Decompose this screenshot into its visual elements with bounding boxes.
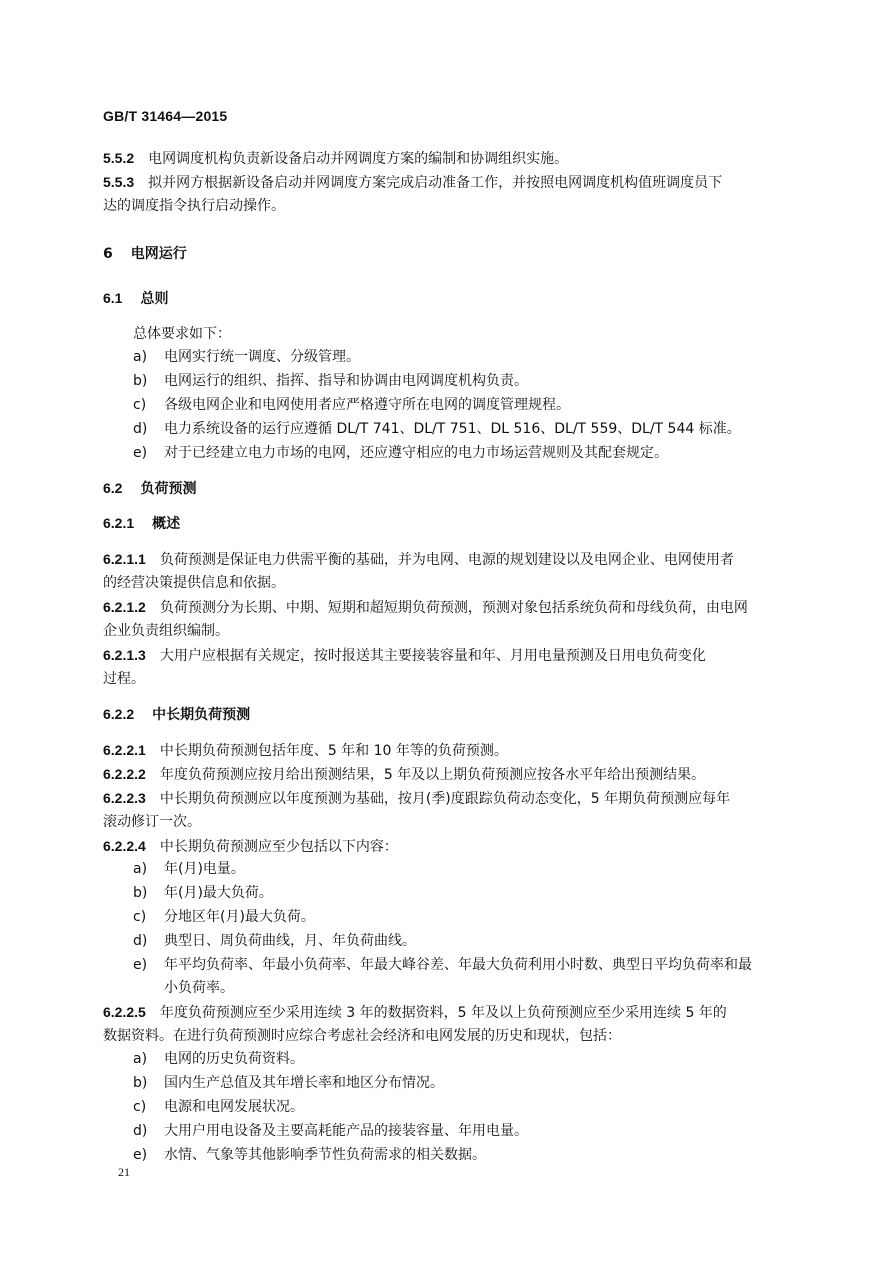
clause-continuation: 的经营决策提供信息和依据。: [103, 575, 285, 591]
list-label: c): [133, 909, 147, 925]
section-title: 总则: [140, 291, 169, 307]
list-label: d): [133, 933, 148, 949]
clause-6-2-2-1: [103, 740, 508, 761]
section-number: 6: [103, 246, 113, 262]
list-text: 年(月)电量。: [164, 861, 245, 877]
section-heading-6-2-1: [103, 513, 180, 534]
list-label: b): [133, 373, 148, 389]
clause-text: 中长期负荷预测应至少包括以下内容：: [159, 839, 398, 855]
clause-continuation: 滚动修订一次。: [103, 814, 201, 830]
list-label: b): [133, 1075, 148, 1091]
clause-5-5-3: [103, 172, 722, 193]
clause-5-5-2: [103, 148, 568, 169]
list-text: 各级电网企业和电网使用者应严格遵守所在电网的调度管理规程。: [164, 397, 570, 413]
list-item: [133, 1097, 304, 1117]
clause-6-2-2-3: [103, 788, 730, 809]
list-item: [133, 859, 245, 879]
list-label: d): [133, 1123, 148, 1139]
list-label: a): [133, 1051, 148, 1067]
section-heading-6-1: [103, 288, 168, 309]
clause-6-2-2-5: [103, 1002, 727, 1023]
list-item: [133, 907, 315, 927]
clause-number: 6.2.1.1: [103, 551, 146, 567]
clause-number: 5.5.2: [103, 150, 135, 166]
list-text: 典型日、周负荷曲线，月、年负荷曲线。: [164, 933, 416, 949]
clause-number: 6.2.2.2: [103, 766, 146, 782]
clause-continuation: 达的调度指令执行启动操作。: [103, 198, 285, 214]
clause-number: 6.2.2.4: [103, 838, 146, 854]
clause-continuation: 企业负责组织编制。: [103, 623, 229, 639]
list-item: [133, 1145, 486, 1165]
list-label: c): [133, 1099, 147, 1115]
standard-code: GB/T 31464—2015: [103, 108, 228, 124]
list-item: [133, 347, 360, 367]
clause-text: 中长期负荷预测应以年度预测为基础，按月(季)度跟踪负荷动态变化，5 年期负荷预测应每年: [159, 791, 731, 807]
list-label: a): [133, 861, 148, 877]
list-item: [133, 931, 416, 951]
list-text: 电网的历史负荷资料。: [164, 1051, 304, 1067]
clause-text: 中长期负荷预测包括年度、5 年和 10 年等的负荷预测。: [159, 743, 508, 759]
list-item: [133, 1121, 528, 1141]
list-label: a): [133, 349, 148, 365]
list-item: [133, 1073, 444, 1093]
clause-continuation: 数据资料。在进行负荷预测时应综合考虑社会经济和电网发展的历史和现状，包括：: [103, 1028, 621, 1044]
section-number: 6.2.1: [103, 515, 135, 531]
list-item: [133, 395, 570, 415]
list-label: e): [133, 957, 148, 973]
clause-text: 大用户应根据有关规定，按时报送其主要接装容量和年、月用电量预测及日用电负荷变化: [159, 648, 706, 664]
clause-number: 6.2.2.3: [103, 790, 146, 806]
list-item: [133, 419, 741, 439]
list-continuation: 小负荷率。: [164, 980, 234, 996]
list-text: 对于已经建立电力市场的电网，还应遵守相应的电力市场运营规则及其配套规定。: [164, 445, 668, 461]
section-title: 负荷预测: [140, 481, 197, 497]
section-title: 电网运行: [130, 246, 187, 262]
clause-number: 6.2.1.3: [103, 647, 146, 663]
list-item: [133, 955, 752, 975]
list-label: e): [133, 445, 148, 461]
list-text: 年平均负荷率、年最小负荷率、年最大峰谷差、年最大负荷利用小时数、典型日平均负荷率和最: [164, 957, 752, 973]
clause-continuation: 过程。: [103, 671, 145, 687]
page-number: 21: [118, 1165, 130, 1179]
clause-text: 负荷预测分为长期、中期、短期和超短期负荷预测，预测对象包括系统负荷和母线负荷，由电网: [159, 600, 748, 616]
clause-6-2-1-2: [103, 597, 748, 618]
section-number: 6.2: [103, 480, 123, 496]
section-title: 中长期负荷预测: [152, 707, 251, 723]
intro-text: 总体要求如下：: [133, 326, 231, 342]
clause-text: 拟并网方根据新设备启动并网调度方案完成启动准备工作，并按照电网调度机构值班调度员下: [148, 175, 723, 191]
list-item: [133, 371, 528, 391]
list-text: 电源和电网发展状况。: [164, 1099, 304, 1115]
list-text: 大用户用电设备及主要高耗能产品的接装容量、年用电量。: [164, 1123, 528, 1139]
list-label: e): [133, 1147, 148, 1163]
clause-6-2-1-3: [103, 645, 706, 666]
clause-number: 6.2.2.1: [103, 742, 146, 758]
list-text: 水情、气象等其他影响季节性负荷需求的相关数据。: [164, 1147, 486, 1163]
list-text: 年(月)最大负荷。: [164, 885, 273, 901]
section-heading-6-2: [103, 478, 196, 499]
list-label: b): [133, 885, 148, 901]
list-item: [133, 443, 668, 463]
section-heading-6-2-2: [103, 704, 250, 725]
list-text: 电网运行的组织、指挥、指导和协调由电网调度机构负责。: [164, 373, 528, 389]
list-text: 电力系统设备的运行应遵循 DL/T 741、DL/T 751、DL 516、DL/T 559、DL/T 544 标准。: [164, 421, 741, 437]
section-number: 6.2.2: [103, 706, 135, 722]
list-item: [133, 883, 273, 903]
clause-6-2-2-4: [103, 836, 398, 857]
list-item: [133, 1049, 304, 1069]
list-text: 国内生产总值及其年增长率和地区分布情况。: [164, 1075, 444, 1091]
list-label: c): [133, 397, 147, 413]
clause-6-2-2-2: [103, 764, 705, 785]
section-number: 6.1: [103, 290, 123, 306]
clause-text: 电网调度机构负责新设备启动并网调度方案的编制和协调组织实施。: [148, 151, 569, 167]
list-text: 分地区年(月)最大负荷。: [164, 909, 315, 925]
clause-number: 6.2.1.2: [103, 599, 146, 615]
list-text: 电网实行统一调度、分级管理。: [164, 349, 360, 365]
clause-6-2-1-1: [103, 549, 734, 570]
list-label: d): [133, 421, 148, 437]
clause-number: 5.5.3: [103, 174, 135, 190]
clause-text: 负荷预测是保证电力供需平衡的基础，并为电网、电源的规划建设以及电网企业、电网使用者: [159, 552, 734, 568]
clause-number: 6.2.2.5: [103, 1004, 146, 1020]
clause-text: 年度负荷预测应按月给出预测结果，5 年及以上期负荷预测应按各水平年给出预测结果。: [159, 767, 706, 783]
clause-text: 年度负荷预测应至少采用连续 3 年的数据资料，5 年及以上负荷预测应至少采用连续 5 年的: [159, 1005, 727, 1021]
section-title: 概述: [152, 516, 181, 532]
section-heading-6: [103, 244, 187, 264]
